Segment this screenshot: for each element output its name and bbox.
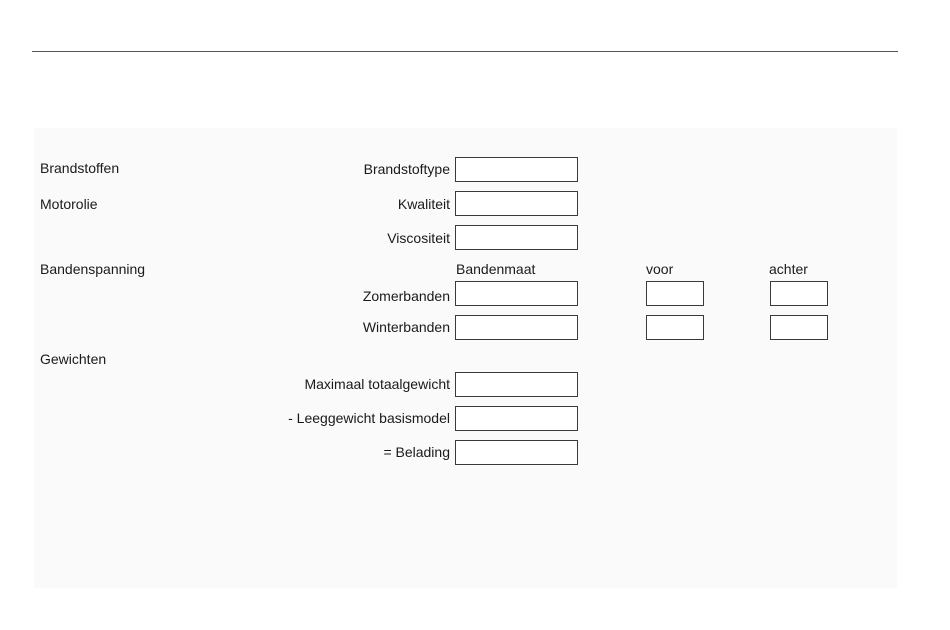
label-brandstoftype: Brandstoftype [363,161,450,177]
section-brandstoffen: Brandstoffen [40,160,120,176]
label-belading: = Belading [383,444,450,460]
label-kwaliteit: Kwaliteit [397,196,450,212]
zomerbanden-voor-field[interactable] [646,281,704,306]
label-leeggewicht-basismodel: - Leeggewicht basismodel [288,410,450,426]
viscositeit-field[interactable] [455,225,578,250]
maximaal-totaalgewicht-field[interactable] [455,372,578,397]
winterbanden-maat-field[interactable] [455,315,578,340]
section-gewichten: Gewichten [40,351,107,367]
column-voor: voor [646,261,674,277]
label-zomerbanden: Zomerbanden [362,288,450,304]
zomerbanden-achter-field[interactable] [770,281,828,306]
column-achter: achter [769,261,808,277]
kwaliteit-field[interactable] [455,191,578,216]
label-viscositeit: Viscositeit [387,230,450,246]
leeggewicht-basismodel-field[interactable] [455,406,578,431]
zomerbanden-maat-field[interactable] [455,281,578,306]
winterbanden-voor-field[interactable] [646,315,704,340]
label-maximaal-totaalgewicht: Maximaal totaalgewicht [304,376,450,392]
top-divider [32,51,898,52]
column-bandenmaat: Bandenmaat [456,261,536,277]
section-bandenspanning: Bandenspanning [40,261,146,277]
label-winterbanden: Winterbanden [362,319,450,335]
section-motorolie: Motorolie [40,196,98,212]
winterbanden-achter-field[interactable] [770,315,828,340]
belading-field[interactable] [455,440,578,465]
brandstoftype-field[interactable] [455,157,578,182]
